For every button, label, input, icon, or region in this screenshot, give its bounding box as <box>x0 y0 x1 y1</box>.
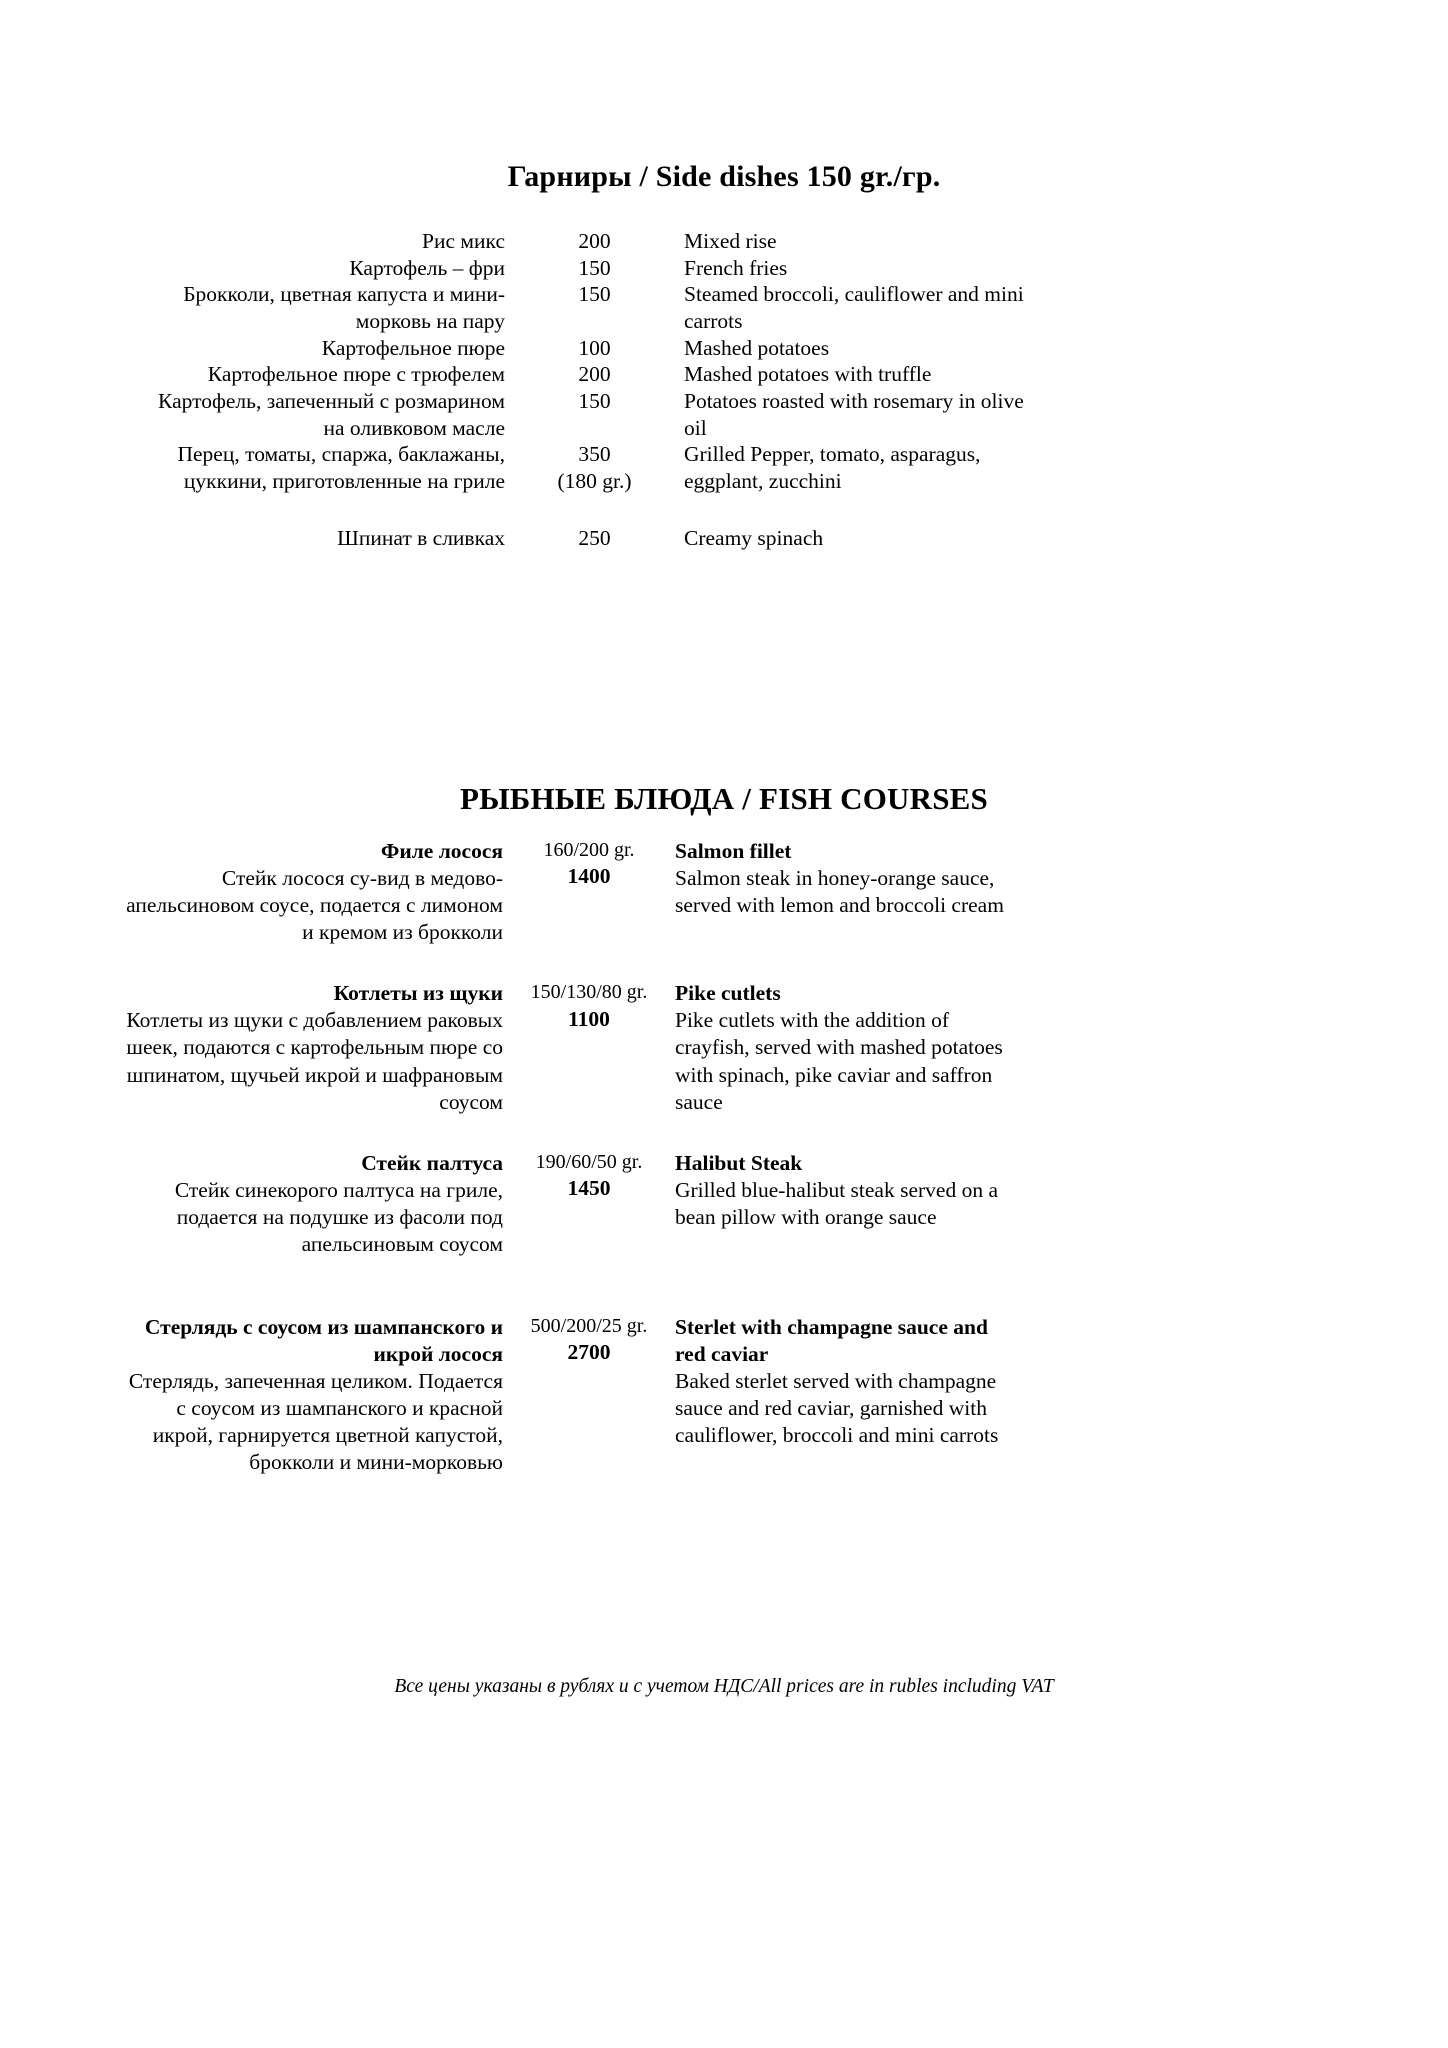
side-dish-name-ru: Картофельное пюре <box>321 335 505 360</box>
fish-dish-name-ru: Стейк палтуса <box>361 1150 503 1175</box>
side-dish-name-en: Grilled Pepper, tomato, asparagus, eggplant, zucchini <box>684 442 981 493</box>
fish-dish-en <box>675 838 1020 946</box>
dish-spacer <box>118 1116 503 1150</box>
side-dish-name-ru: Перец, томаты, спаржа, баклажаны, цуккини, приготовленные на гриле <box>177 442 505 493</box>
side-dish-name-en: Mashed potatoes with truffle <box>684 362 932 387</box>
fish-dish-description-en: Grilled blue-halibut steak served on a bean pillow with orange sauce <box>675 1177 998 1229</box>
side-dish-name-en: Steamed broccoli, cauliflower and mini carrots <box>684 282 1024 333</box>
fish-dish-price-block <box>519 1314 659 1476</box>
side-dish-name-en: Creamy spinach <box>684 525 824 550</box>
fish-dish-ru <box>118 1150 503 1258</box>
side-dish-price-value: 100 <box>578 335 611 360</box>
fish-dish-name-en: Sterlet with champagne sauce and red caviar <box>675 1315 988 1367</box>
fish-dish-description-ru: Стейк лосося су-вид в медово-апельсиновом соусе, подается с лимоном и кремом из брокколи <box>126 866 503 945</box>
fish-dish-name-en: Salmon fillet <box>675 839 792 863</box>
side-dish-name-ru: Картофель, запеченный с розмарином на оливковом масле <box>158 388 505 440</box>
side-dish-price <box>527 335 662 362</box>
fish-dish-weight: 190/60/50 gr. <box>535 1150 643 1173</box>
fish-courses-list <box>118 838 1020 1476</box>
fish-dish-ru <box>118 1314 503 1476</box>
side-dish-name-ru: Рис микс <box>422 229 505 253</box>
dish-spacer <box>519 946 659 980</box>
side-dish-price-value: 350 <box>578 442 611 467</box>
fish-dish-weight: 150/130/80 gr. <box>530 981 648 1004</box>
fish-dish-price-block <box>519 980 659 1115</box>
fish-dish-weight: 500/200/25 gr. <box>530 1315 648 1338</box>
dish-spacer <box>118 946 503 980</box>
side-dish-name-en: French fries <box>684 255 788 280</box>
fish-dish-price: 1400 <box>567 864 611 889</box>
fish-dish-price: 2700 <box>567 1340 611 1365</box>
side-dish-price-value: 200 <box>578 362 611 387</box>
side-dish-price-value: 250 <box>578 525 611 550</box>
side-dish-name-en: Mashed potatoes <box>684 335 830 360</box>
dish-spacer <box>519 1116 659 1150</box>
dish-spacer <box>675 1116 1020 1150</box>
dish-spacer <box>675 1258 1020 1314</box>
fish-dish-en <box>675 980 1020 1115</box>
row-spacer <box>135 495 505 525</box>
fish-dish-price: 1100 <box>568 1006 610 1031</box>
row-spacer <box>684 495 1029 525</box>
fish-dish-price-block <box>519 1150 659 1258</box>
fish-dish-name-ru: Филе лосося <box>380 839 503 863</box>
side-dish-price <box>527 255 662 282</box>
side-dish-name-ru: Шпинат в сливках <box>337 525 505 550</box>
fish-dish-description-en: Salmon steak in honey-orange sauce, served with lemon and broccoli cream <box>675 866 1004 918</box>
dish-spacer <box>675 946 1020 980</box>
side-dish-name-en: Potatoes roasted with rosemary in olive oil <box>684 388 1024 440</box>
side-dish-price-value: 150 <box>578 282 611 307</box>
fish-dish-ru <box>118 980 503 1115</box>
side-dish-name-en: Mixed rise <box>684 229 777 253</box>
fish-dish-price: 1450 <box>567 1175 611 1200</box>
fish-dish-description-en: Pike cutlets with the addition of crayfish, served with mashed potatoes with spinach, pike caviar and saffron sauce <box>675 1008 1003 1114</box>
side-dish-name-ru: Картофель – фри <box>349 255 505 280</box>
side-dish-price <box>527 388 662 441</box>
fish-dish-name-ru: Стерлядь с соусом из шампанского и икрой лосося <box>144 1315 503 1367</box>
side-dishes-list <box>135 228 1029 551</box>
fish-dish-description-en: Baked sterlet served with champagne sauce and red caviar, garnished with cauliflower, broccoli and mini carrots <box>675 1369 999 1448</box>
dish-spacer <box>519 1258 659 1314</box>
side-dish-price <box>527 361 662 388</box>
fish-dish-description-ru: Котлеты из щуки с добавлением раковых шеек, подаются с картофельным пюре со шпинатом, щучьей икрой и шафрановым соусом <box>126 1008 503 1114</box>
side-dish-name-ru: Картофельное пюре с трюфелем <box>207 362 505 387</box>
fish-dish-name-en: Pike cutlets <box>675 981 781 1006</box>
fish-courses-section-title: РЫБНЫЕ БЛЮДА / FISH COURSES <box>459 780 988 816</box>
price-disclaimer-note: Все цены указаны в рублях и с учетом НДС/All prices are in rubles including VAT <box>394 1676 1054 1697</box>
side-dish-price-subweight: (180 gr.) <box>557 468 632 493</box>
fish-dish-name-ru: Котлеты из щуки <box>333 981 503 1006</box>
side-dish-price-value: 150 <box>578 255 611 280</box>
fish-dish-ru <box>118 838 503 946</box>
side-dish-name-ru: Брокколи, цветная капуста и мини-морковь на пару <box>183 282 505 333</box>
side-dish-price-value: 150 <box>578 388 611 413</box>
fish-dish-en <box>675 1314 1020 1476</box>
side-dish-price-value: 200 <box>578 229 611 253</box>
fish-dish-en <box>675 1150 1020 1258</box>
fish-dish-description-ru: Стейк синекорого палтуса на гриле, подается на подушке из фасоли под апельсиновым соусом <box>174 1177 503 1256</box>
side-dish-price <box>527 281 662 334</box>
side-dishes-section-title: Гарниры / Side dishes 150 gr./гр. <box>507 160 941 194</box>
fish-dish-weight: 160/200 gr. <box>543 839 635 861</box>
side-dish-price <box>527 441 662 494</box>
fish-dish-price-block <box>519 838 659 946</box>
dish-spacer <box>118 1258 503 1314</box>
side-dish-price <box>527 228 662 255</box>
fish-dish-name-en: Halibut Steak <box>675 1150 803 1175</box>
side-dish-price <box>527 525 662 552</box>
row-spacer <box>527 495 662 525</box>
fish-dish-description-ru: Стерлядь, запеченная целиком. Подается с соусом из шампанского и красной икрой, гарнируется цветной капустой, брокколи и мини-морковью <box>128 1369 503 1475</box>
